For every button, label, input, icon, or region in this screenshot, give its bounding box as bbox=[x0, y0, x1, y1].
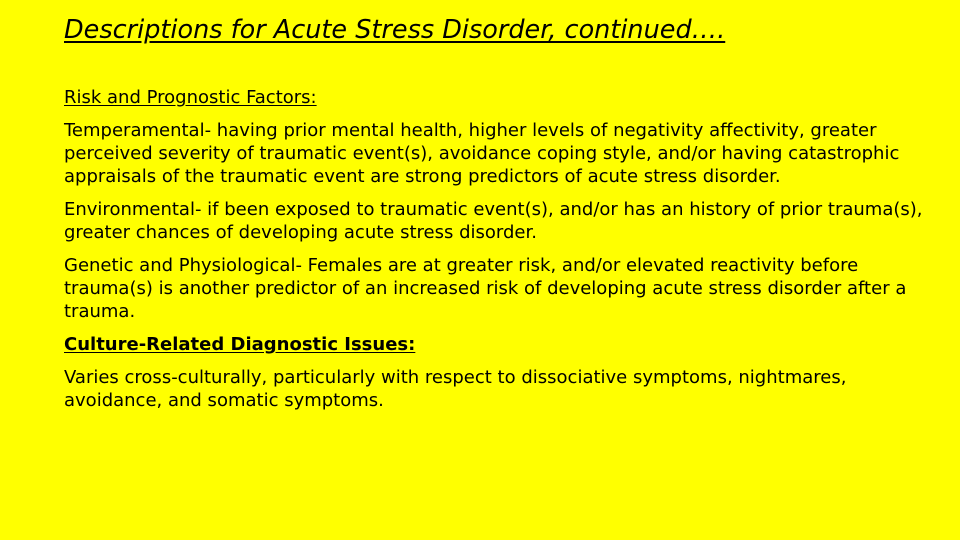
culture-issues-heading: Culture-Related Diagnostic Issues: bbox=[64, 334, 416, 355]
culture-paragraph: Varies cross-culturally, particularly with respect to dissociative symptoms, nightmares, avoidance, and somatic symptoms. bbox=[64, 367, 847, 411]
genetic-physiological-paragraph: Genetic and Physiological- Females are at greater risk, and/or elevated reactivity before trauma(s) is another predictor of an increased risk of developing acute stress disorder after a trauma. bbox=[64, 255, 907, 322]
slide-title: Descriptions for Acute Stress Disorder, continued…. bbox=[64, 15, 726, 45]
temperamental-paragraph: Temperamental- having prior mental health, higher levels of negativity affectivity, greater perceived severity of traumatic event(s), avoidance coping style, and/or having catastrophic appraisals of the traumatic event are strong predictors of acute stress disorder. bbox=[64, 120, 900, 187]
risk-factors-heading: Risk and Prognostic Factors: bbox=[64, 87, 317, 108]
environmental-paragraph: Environmental- if been exposed to traumatic event(s), and/or has an history of prior trauma(s), greater chances of developing acute stress disorder. bbox=[64, 199, 923, 243]
slide-body bbox=[64, 86, 934, 422]
